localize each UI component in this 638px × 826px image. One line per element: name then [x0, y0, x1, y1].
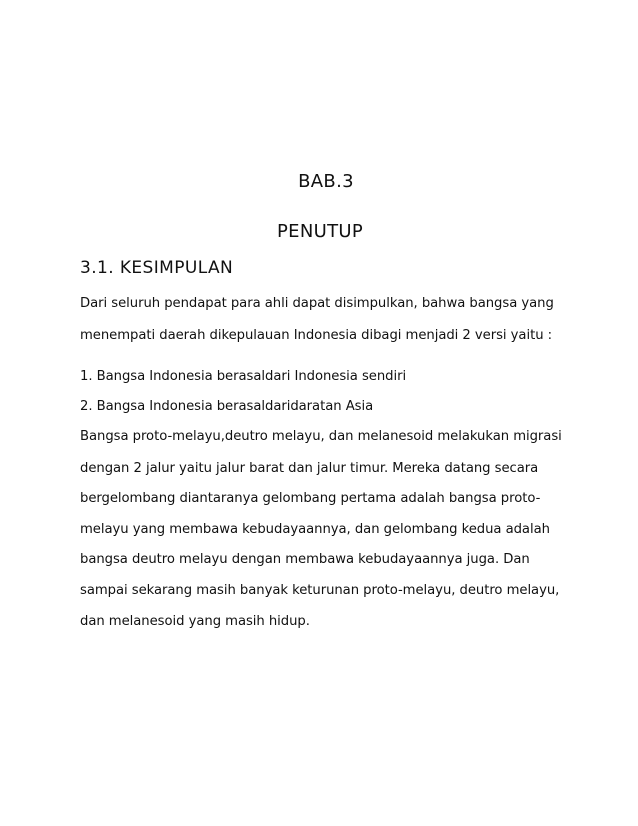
section-heading: 3.1. KESIMPULAN — [80, 258, 234, 278]
body-line: sampai sekarang masih banyak keturunan proto-melayu, deutro melayu, — [80, 583, 560, 598]
body-line: Bangsa proto-melayu,deutro melayu, dan melanesoid melakukan migrasi — [80, 429, 562, 444]
body-line: bangsa deutro melayu dengan membawa kebudayaannya juga. Dan — [80, 552, 530, 567]
chapter-number: BAB.3 — [298, 171, 354, 192]
list-item: 2. Bangsa Indonesia berasaldaridaratan Asia — [80, 399, 374, 414]
list-item: 1. Bangsa Indonesia berasaldari Indonesia sendiri — [80, 369, 407, 384]
body-line: melayu yang membawa kebudayaannya, dan gelombang kedua adalah — [80, 522, 550, 537]
chapter-title: PENUTUP — [277, 221, 363, 242]
body-line: dengan 2 jalur yaitu jalur barat dan jalur timur. Mereka datang secara — [80, 461, 539, 476]
body-line: bergelombang diantaranya gelombang pertama adalah bangsa proto- — [80, 491, 541, 506]
body-line: dan melanesoid yang masih hidup. — [80, 614, 310, 629]
intro-line: Dari seluruh pendapat para ahli dapat disimpulkan, bahwa bangsa yang — [80, 296, 554, 311]
intro-line: menempati daerah dikepulauan Indonesia dibagi menjadi 2 versi yaitu : — [80, 328, 553, 343]
